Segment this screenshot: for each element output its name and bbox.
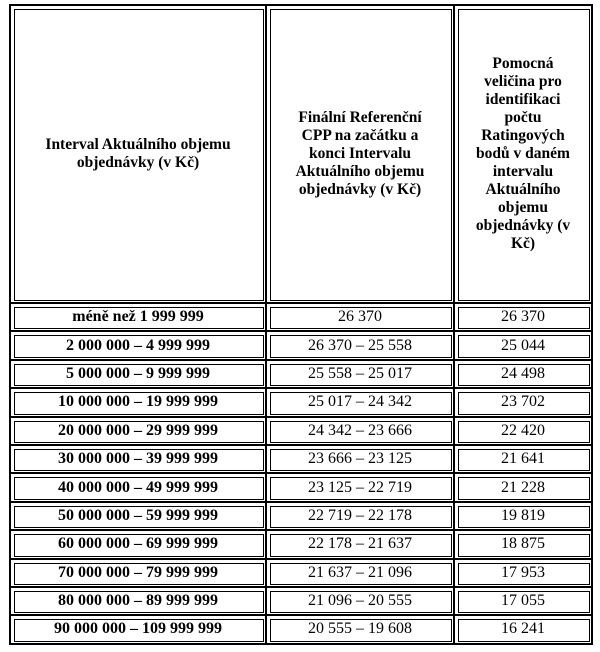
cell-reference-cpp: 25 017 – 24 342: [267, 389, 455, 417]
table-row: [11, 446, 593, 474]
cell-auxiliary-value: 16 241: [455, 616, 593, 644]
cell-interval: 30 000 000 – 39 999 999: [11, 446, 267, 474]
cell-reference-cpp: 26 370: [267, 304, 455, 332]
table-body: [11, 304, 593, 645]
cell-reference-cpp: 26 370 – 25 558: [267, 332, 455, 360]
table-row: [11, 304, 593, 332]
table-row: [11, 531, 593, 559]
table-row: [11, 503, 593, 531]
cell-interval: 70 000 000 – 79 999 999: [11, 560, 267, 588]
cell-interval: méně než 1 999 999: [11, 304, 267, 332]
header-auxiliary-value: [455, 6, 593, 304]
cell-interval: 10 000 000 – 19 999 999: [11, 389, 267, 417]
cell-interval: 40 000 000 – 49 999 999: [11, 474, 267, 502]
cell-reference-cpp: 21 637 – 21 096: [267, 560, 455, 588]
cell-auxiliary-value: 26 370: [455, 304, 593, 332]
table-row: [11, 560, 593, 588]
table-row: [11, 616, 593, 644]
cell-auxiliary-value: 21 641: [455, 446, 593, 474]
header-auxiliary-value-text: Pomocná veličina pro identifikaci počtu Ratingových bodů v daném intervalu Aktuálního objemu objednávky (v Kč): [475, 55, 571, 252]
header-reference-cpp: [267, 6, 455, 304]
cell-reference-cpp: 20 555 – 19 608: [267, 616, 455, 644]
cell-interval: 50 000 000 – 59 999 999: [11, 503, 267, 531]
cell-reference-cpp: 25 558 – 25 017: [267, 361, 455, 389]
header-reference-cpp-text: Finální Referenční CPP na začátku a konci Intervalu Aktuálního objemu objednávky (v Kč): [295, 109, 425, 198]
cell-interval: 20 000 000 – 29 999 999: [11, 418, 267, 446]
cell-reference-cpp: 22 719 – 22 178: [267, 503, 455, 531]
table-row: [11, 474, 593, 502]
cell-auxiliary-value: 19 819: [455, 503, 593, 531]
cell-auxiliary-value: 23 702: [455, 389, 593, 417]
cell-auxiliary-value: 17 953: [455, 560, 593, 588]
cell-reference-cpp: 23 666 – 23 125: [267, 446, 455, 474]
cell-reference-cpp: 24 342 – 23 666: [267, 418, 455, 446]
cell-auxiliary-value: 18 875: [455, 531, 593, 559]
cell-auxiliary-value: 21 228: [455, 474, 593, 502]
cell-interval: 2 000 000 – 4 999 999: [11, 332, 267, 360]
table-row: [11, 332, 593, 360]
cell-interval: 90 000 000 – 109 999 999: [11, 616, 267, 644]
table-row: [11, 588, 593, 616]
cell-interval: 60 000 000 – 69 999 999: [11, 531, 267, 559]
rating-table: [9, 4, 593, 645]
header-interval: [11, 6, 267, 304]
header-interval-text: Interval Aktuálního objemu objednávky (v Kč): [45, 136, 231, 171]
header-row: [11, 6, 593, 304]
cell-reference-cpp: 21 096 – 20 555: [267, 588, 455, 616]
cell-interval: 80 000 000 – 89 999 999: [11, 588, 267, 616]
cell-auxiliary-value: 24 498: [455, 361, 593, 389]
cell-auxiliary-value: 25 044: [455, 332, 593, 360]
cell-auxiliary-value: 22 420: [455, 418, 593, 446]
document-page: [9, 4, 591, 648]
cell-reference-cpp: 22 178 – 21 637: [267, 531, 455, 559]
cell-interval: 5 000 000 – 9 999 999: [11, 361, 267, 389]
cell-auxiliary-value: 17 055: [455, 588, 593, 616]
table-row: [11, 389, 593, 417]
table-row: [11, 418, 593, 446]
table-row: [11, 361, 593, 389]
cell-reference-cpp: 23 125 – 22 719: [267, 474, 455, 502]
